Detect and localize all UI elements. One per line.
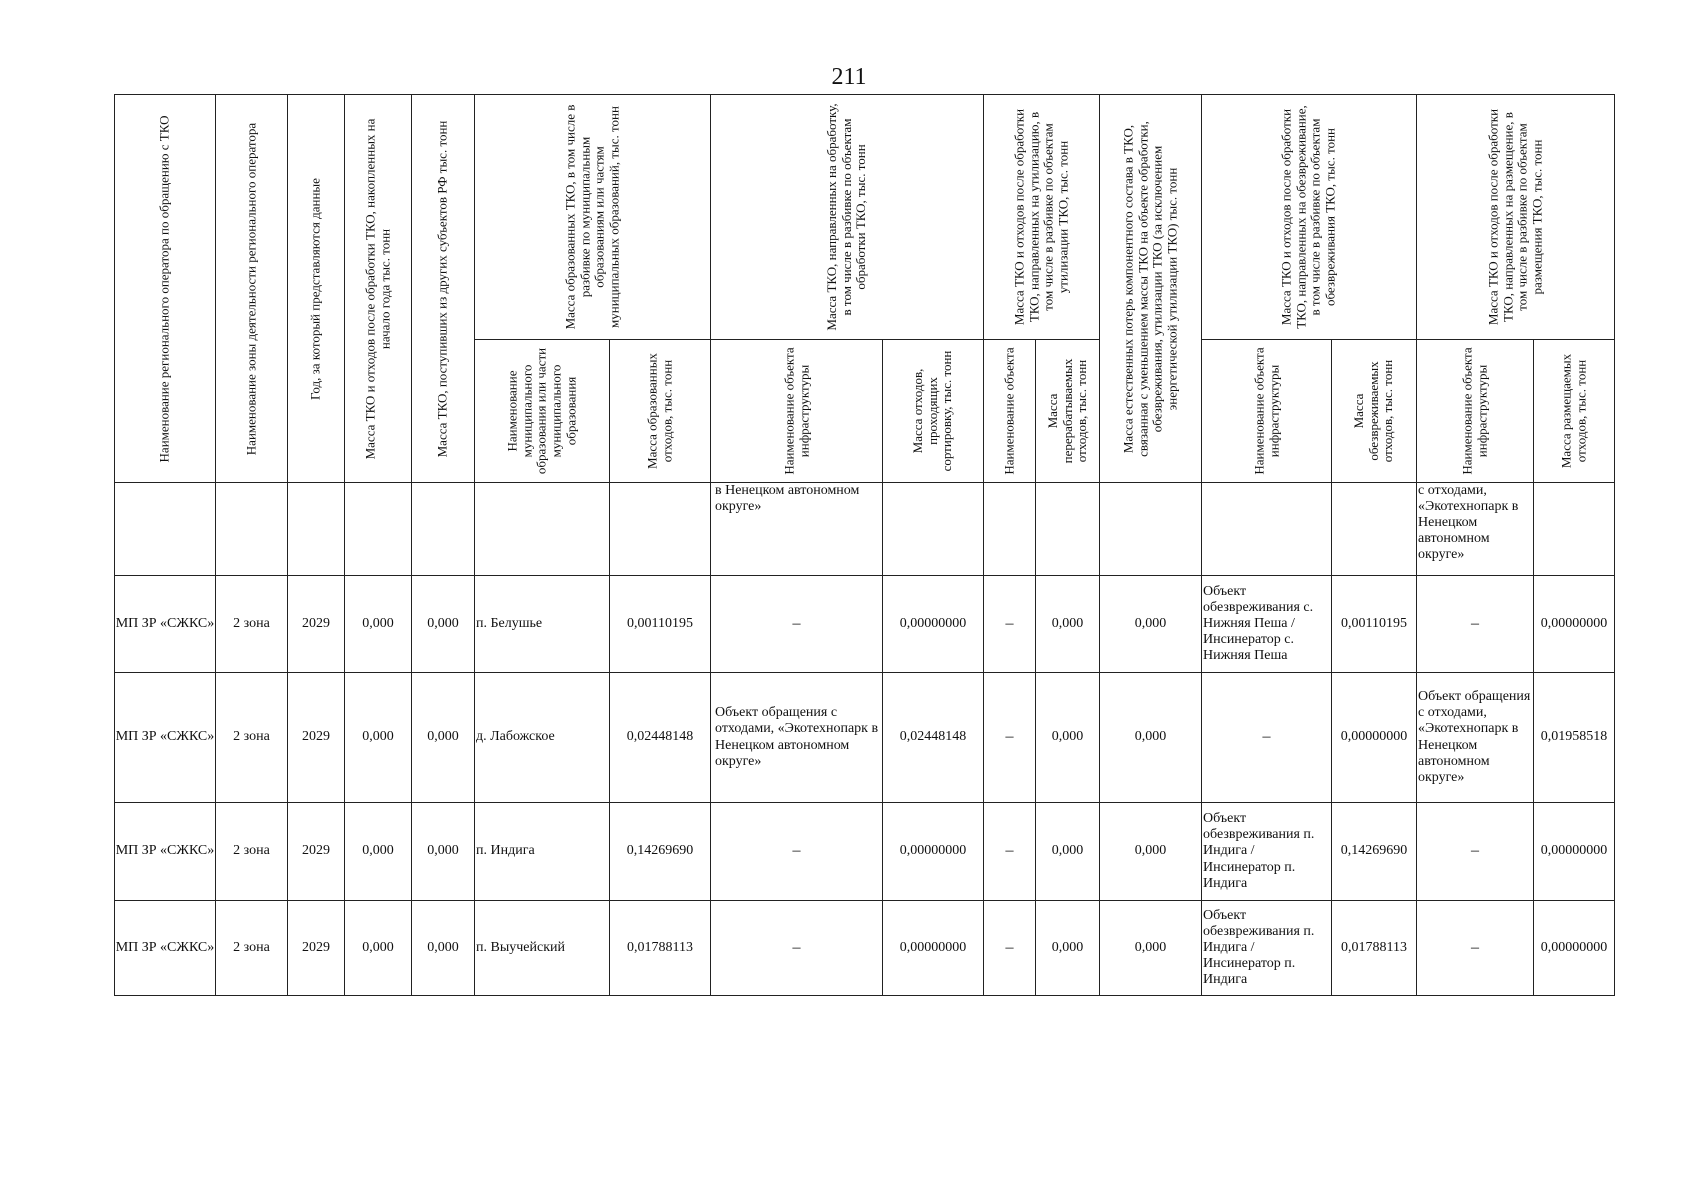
header-placement-mass: Масса размещаемых отходов, тыс. тонн xyxy=(1534,340,1615,483)
cell-mo: п. Белушье xyxy=(475,576,610,673)
cell-processing-mass: 0,00000000 xyxy=(883,803,984,901)
cell-util-mass: 0,000 xyxy=(1036,901,1100,996)
header-processing-group: Масса ТКО, направленных на обработку, в том числе в разбивке по объектам обработки ТКО, тыс. тонн xyxy=(711,95,984,340)
cell-placement-obj: – xyxy=(1417,803,1534,901)
cell-zone: 2 зона xyxy=(216,673,288,803)
cell-neutral-obj: Объект обезвреживания с. Нижняя Пеша / Инсинератор с. Нижняя Пеша xyxy=(1202,576,1332,673)
cell-zone: 2 зона xyxy=(216,803,288,901)
header-formed-mo: Наименование муниципального образования или части муниципального образования xyxy=(475,340,610,483)
cell-processing-obj: – xyxy=(711,576,883,673)
cell-operator: МП ЗР «СЖКС» xyxy=(115,576,216,673)
header-year: Год, за который представляются данные xyxy=(288,95,345,483)
header-mass-accum: Масса ТКО и отходов после обработки ТКО, накопленных на начало года тыс. тонн xyxy=(345,95,412,483)
cell-placement-mass: 0,00000000 xyxy=(1534,803,1615,901)
cell-mass-accum: 0,000 xyxy=(345,901,412,996)
cell-formed-mass: 0,14269690 xyxy=(610,803,711,901)
cell-neutral-obj: Объект обезвреживания п. Индига / Инсинератор п. Индига xyxy=(1202,901,1332,996)
cell-losses: 0,000 xyxy=(1100,803,1202,901)
cell-formed-mass: 0,01788113 xyxy=(610,901,711,996)
table-row xyxy=(115,803,1615,901)
cell-util-obj: – xyxy=(984,673,1036,803)
cell-year: 2029 xyxy=(288,803,345,901)
header-neutral-group: Масса ТКО и отходов после обработки ТКО, направленных на обезвреживание, в том числе в разбивке по объектам обезвреживания ТКО, тыс. тонн xyxy=(1202,95,1417,340)
header-processing-mass: Масса отходов, проходящих сортировку, тыс. тонн xyxy=(883,340,984,483)
cell-processing-obj: – xyxy=(711,901,883,996)
header-formed-mass: Масса образованных отходов, тыс. тонн xyxy=(610,340,711,483)
cell-processing-obj: – xyxy=(711,803,883,901)
cell-processing-mass: 0,02448148 xyxy=(883,673,984,803)
table-row xyxy=(115,901,1615,996)
cell-placement-obj: – xyxy=(1417,576,1534,673)
header-mass-other: Масса ТКО, поступивших из других субъектов РФ тыс. тонн xyxy=(412,95,475,483)
cell-losses: 0,000 xyxy=(1100,901,1202,996)
header-util-obj: Наименование объекта xyxy=(984,340,1036,483)
header-neutral-mass: Масса обезвреживаемых отходов, тыс. тонн xyxy=(1332,340,1417,483)
header-util-group: Масса ТКО и отходов после обработки ТКО, направленных на утилизацию, в том числе в разбивке по объектам утилизации ТКО, тыс. тонн xyxy=(984,95,1100,340)
cell-neutral-mass: 0,14269690 xyxy=(1332,803,1417,901)
cell-neutral-obj: Объект обезвреживания п. Индига / Инсинератор п. Индига xyxy=(1202,803,1332,901)
cell-mass-other: 0,000 xyxy=(412,673,475,803)
cell-formed-mass: 0,02448148 xyxy=(610,673,711,803)
header-zone: Наименование зоны деятельности регионального оператора xyxy=(216,95,288,483)
cell-year: 2029 xyxy=(288,576,345,673)
cell-losses: 0,000 xyxy=(1100,576,1202,673)
cell-placement-obj: – xyxy=(1417,901,1534,996)
cell-zone: 2 зона xyxy=(216,576,288,673)
cell-util-mass: 0,000 xyxy=(1036,803,1100,901)
cell-placement-mass: 0,00000000 xyxy=(1534,901,1615,996)
cell-processing-obj: в Ненецком автономном округе» xyxy=(711,483,883,576)
cell-neutral-mass: 0,01788113 xyxy=(1332,901,1417,996)
cell-placement-mass: 0,00000000 xyxy=(1534,576,1615,673)
header-util-mass: Масса перерабатываемых отходов, тыс. тонн xyxy=(1036,340,1100,483)
cell-operator: МП ЗР «СЖКС» xyxy=(115,673,216,803)
cell-zone: 2 зона xyxy=(216,901,288,996)
cell-neutral-obj: – xyxy=(1202,673,1332,803)
cell-year: 2029 xyxy=(288,673,345,803)
header-losses: Масса естественных потерь компонентного состава в ТКО, связанная с уменьшением массы ТКО на объекте обработки, обезвреживания, утилизации ТКО (за исключением энергетической утилизации ТКО) тыс. тонн xyxy=(1100,95,1202,483)
cell-placement-obj: с отходами, «Экотехнопарк в Ненецком автономном округе» xyxy=(1417,483,1534,576)
header-processing-obj: Наименование объекта инфраструктуры xyxy=(711,340,883,483)
header-neutral-obj: Наименование объекта инфраструктуры xyxy=(1202,340,1332,483)
table-header xyxy=(115,95,1615,483)
cell-util-obj: – xyxy=(984,803,1036,901)
cell-mass-other: 0,000 xyxy=(412,576,475,673)
cell-operator: МП ЗР «СЖКС» xyxy=(115,901,216,996)
cell-mo: п. Индига xyxy=(475,803,610,901)
table-row xyxy=(115,673,1615,803)
cell-placement-obj: Объект обращения с отходами, «Экотехнопарк в Ненецком автономном округе» xyxy=(1417,673,1534,803)
cell-placement-mass: 0,01958518 xyxy=(1534,673,1615,803)
cell-mass-other: 0,000 xyxy=(412,803,475,901)
table-row-continued xyxy=(115,483,1615,576)
waste-table xyxy=(114,94,1615,996)
cell-mass-other: 0,000 xyxy=(412,901,475,996)
cell-losses: 0,000 xyxy=(1100,673,1202,803)
cell-mass-accum: 0,000 xyxy=(345,673,412,803)
cell-util-obj: – xyxy=(984,901,1036,996)
cell-neutral-mass: 0,00000000 xyxy=(1332,673,1417,803)
header-formed-group: Масса образованных ТКО, в том числе в разбивке по муниципальным образованиям или частям муниципальных образований, тыс. тонн xyxy=(475,95,711,340)
cell-processing-obj: Объект обращения с отходами, «Экотехнопарк в Ненецком автономном округе» xyxy=(711,673,883,803)
cell-mo: д. Лабожское xyxy=(475,673,610,803)
cell-neutral-mass: 0,00110195 xyxy=(1332,576,1417,673)
header-operator: Наименование регионального оператора по обращению с ТКО xyxy=(115,95,216,483)
cell-util-mass: 0,000 xyxy=(1036,673,1100,803)
cell-year: 2029 xyxy=(288,901,345,996)
table-body xyxy=(115,483,1615,996)
cell-mass-accum: 0,000 xyxy=(345,576,412,673)
cell-util-mass: 0,000 xyxy=(1036,576,1100,673)
cell-operator: МП ЗР «СЖКС» xyxy=(115,803,216,901)
cell-mo: п. Выучейский xyxy=(475,901,610,996)
cell-processing-mass: 0,00000000 xyxy=(883,576,984,673)
header-placement-obj: Наименование объекта инфраструктуры xyxy=(1417,340,1534,483)
cell-mass-accum: 0,000 xyxy=(345,803,412,901)
header-placement-group: Масса ТКО и отходов после обработки ТКО, направленных на размещение, в том числе в разбивке по объектам размещения ТКО, тыс. тонн xyxy=(1417,95,1615,340)
cell-formed-mass: 0,00110195 xyxy=(610,576,711,673)
table-row xyxy=(115,576,1615,673)
cell-util-obj: – xyxy=(984,576,1036,673)
page-number: 211 xyxy=(831,64,867,90)
cell-processing-mass: 0,00000000 xyxy=(883,901,984,996)
